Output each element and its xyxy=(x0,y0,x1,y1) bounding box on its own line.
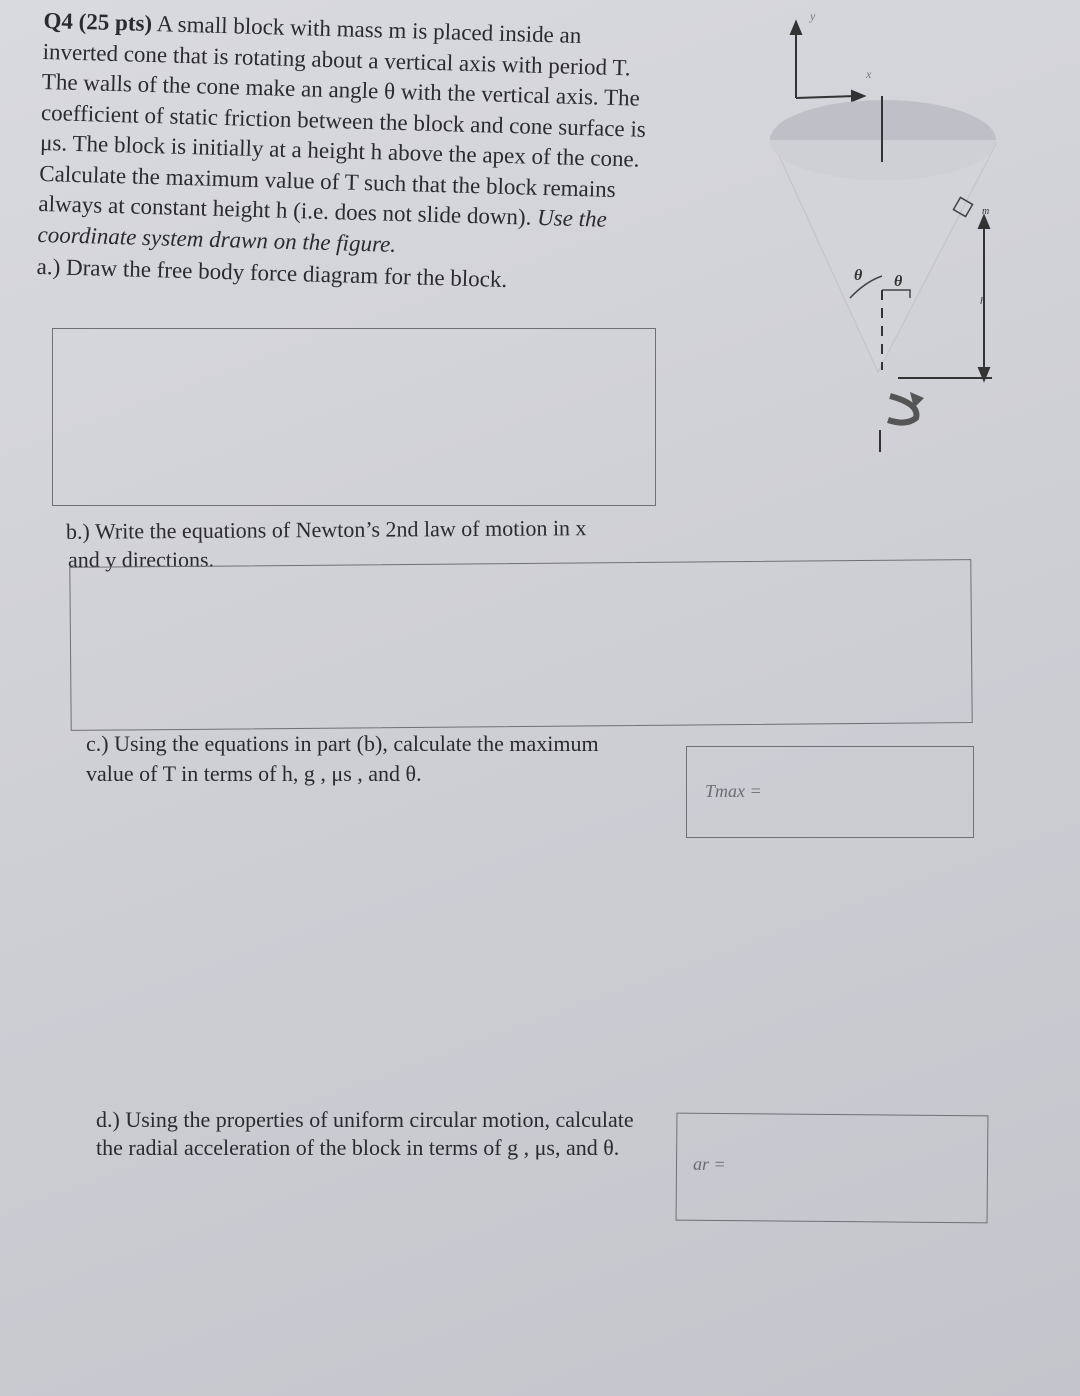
x-axis-label: x xyxy=(866,67,872,81)
part-c-answer-box[interactable] xyxy=(686,746,974,838)
coordinate-axes xyxy=(791,22,864,101)
part-d-prompt-line1: d.) Using the properties of uniform circular motion, calculate xyxy=(96,1107,634,1132)
cone-figure xyxy=(770,0,1010,460)
part-b-prompt-line2: and y directions. xyxy=(68,547,215,572)
question-body: A small block with mass m is placed inside an inverted cone that is rotating about a vertical axis with period T. The walls of the cone make an angle θ with the vertical axis. The coefficient of static friction between the block and cone surface is μs. The block is initially at a height h above the apex of the cone. Calculate the maximum value of T such that the block remains always at constant height h (i.e. does not slide down). xyxy=(38,11,647,230)
question-instruction: Use the coordinate system drawn on the figure. xyxy=(37,204,608,257)
part-b-answer-box[interactable] xyxy=(69,559,972,731)
question-text xyxy=(36,6,655,299)
tmax-label: Tmax = xyxy=(705,781,762,801)
part-c-prompt-line1: c.) Using the equations in part (b), calculate the maximum xyxy=(86,731,599,756)
angle-left-label: θ xyxy=(854,267,863,284)
mass-label: m xyxy=(982,206,990,217)
question-header: Q4 (25 pts) xyxy=(43,7,153,37)
part-b-prompt-line1: b.) Write the equations of Newton’s 2nd law of motion in x xyxy=(65,515,587,544)
angle-right-label: θ xyxy=(894,273,903,290)
height-label: h xyxy=(980,295,986,307)
part-a-answer-box[interactable] xyxy=(52,328,656,506)
part-d-answer-box[interactable] xyxy=(676,1113,989,1224)
part-c-prompt-line2: value of T in terms of h, g , μs , and θ. xyxy=(86,761,422,786)
part-d-prompt-line2: the radial acceleration of the block in terms of g , μs, and θ. xyxy=(96,1135,620,1160)
y-axis-label: y xyxy=(810,9,816,23)
part-a-prompt: a.) Draw the free body force diagram for the block. xyxy=(36,253,508,293)
ar-label: ar = xyxy=(692,1153,726,1175)
